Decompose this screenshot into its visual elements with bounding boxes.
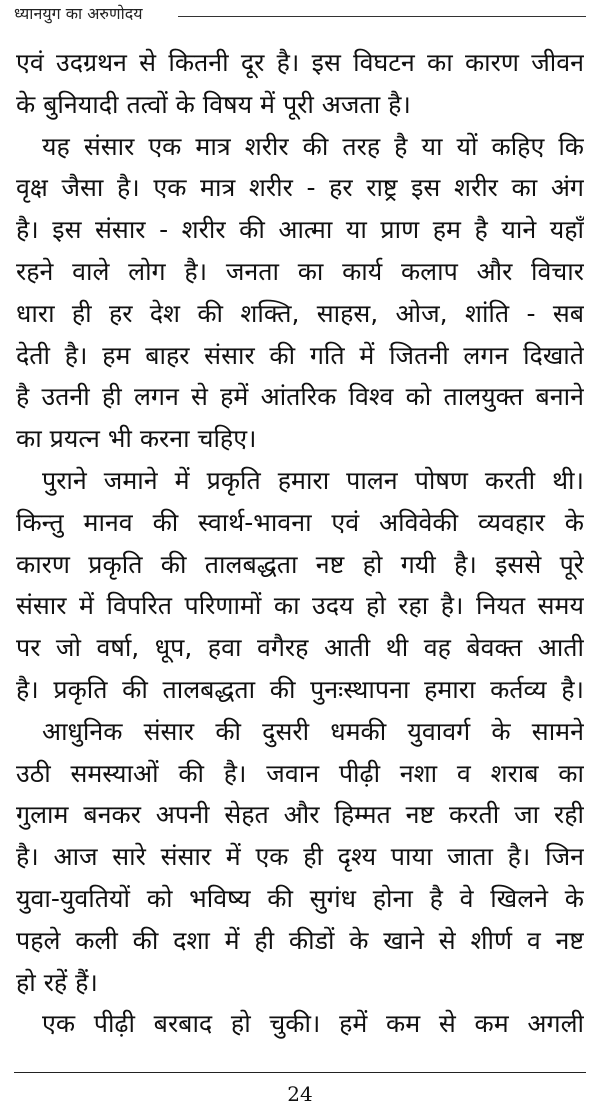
text-line: कारण प्रकृति की तालबद्धता नष्ट हो गयी है। इससे पूरे — [16, 549, 584, 579]
text-line: पर जो वर्षा, धूप, हवा वगैरह आती थी वह बेवक्त आती — [16, 633, 584, 663]
text-line: किन्तु मानव की स्वार्थ-भावना एवं अविवेकी व्यवहार के — [16, 507, 584, 537]
text-line: वृक्ष जैसा है। एक मात्र शरीर - हर राष्ट्र इस शरीर का अंग — [16, 173, 584, 203]
body-text — [16, 42, 584, 1045]
text-line: आधुनिक संसार की दुसरी धमकी युवावर्ग के सामने — [42, 716, 584, 746]
text-line: युवा-युवतियों को भविष्य की सुगंध होना है वे खिलने के — [16, 883, 584, 913]
text-line: है। इस संसार - शरीर की आत्मा या प्राण हम है याने यहाँ — [16, 215, 584, 245]
text-line: उठी समस्याओं की है। जवान पीढ़ी नशा व शराब का — [16, 758, 584, 788]
text-line: गुलाम बनकर अपनी सेहत और हिम्मत नष्ट करती जा रही — [16, 800, 584, 830]
text-line: है। आज सारे संसार में एक ही दृश्य पाया जाता है। जिन — [16, 842, 584, 872]
page-number: 24 — [287, 1082, 313, 1106]
text-line: के बुनियादी तत्वों के विषय में पूरी अजता है। — [16, 89, 411, 119]
text-line: एवं उदग्रथन से कितनी दूर है। इस विघटन का कारण जीवन — [16, 48, 584, 77]
text-line: रहने वाले लोग है। जनता का कार्य कलाप और विचार — [16, 256, 584, 286]
footer-rule — [14, 1072, 586, 1073]
text-line: पुराने जमाने में प्रकृति हमारा पालन पोषण करती थी। — [42, 465, 584, 495]
text-line: का प्रयत्न भी करना चहिए। — [16, 424, 257, 454]
text-line: धारा ही हर देश की शक्ति, साहस, ओज, शांति - सब — [16, 298, 584, 328]
text-line: है उतनी ही लगन से हमें आंतरिक विश्व को तालयुक्त बनाने — [16, 382, 584, 412]
text-line: देती है। हम बाहर संसार की गति में जितनी लगन दिखाते — [16, 340, 584, 370]
header-rule — [178, 16, 586, 17]
text-line: पहले कली की दशा में ही कीडों के खाने से शीर्ण व नष्ट — [16, 925, 584, 955]
text-line: एक पीढ़ी बरबाद हो चुकी। हमें कम से कम अगली — [42, 1009, 584, 1039]
text-line: यह संसार एक मात्र शरीर की तरह है या यों कहिए कि — [42, 131, 584, 161]
text-line: हो रहें हैं। — [16, 967, 98, 997]
text-line: है। प्रकृति की तालबद्धता की पुनःस्थापना हमारा कर्तव्य है। — [16, 674, 584, 704]
text-line: संसार में विपरित परिणामों का उदय हो रहा है। नियत समय — [16, 591, 584, 621]
running-header: ध्यानयुग का अरुणोदय — [14, 4, 143, 23]
